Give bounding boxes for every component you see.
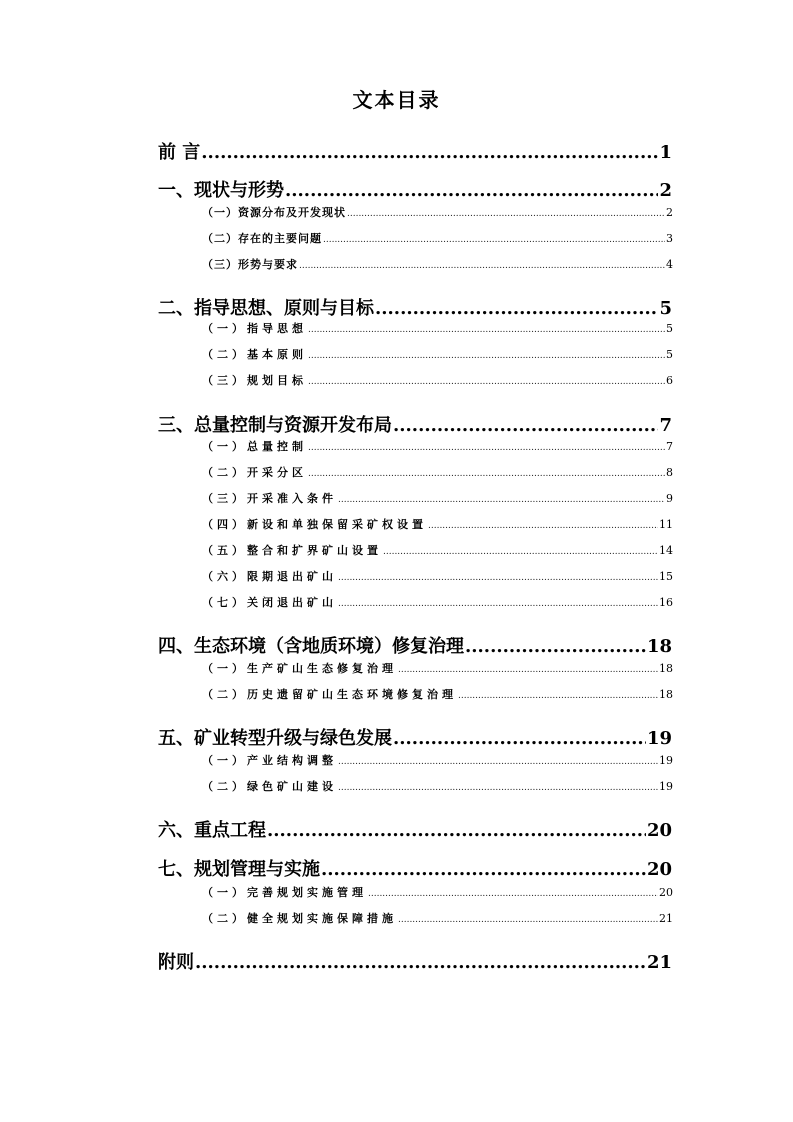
dot-leader [285, 180, 658, 201]
toc-entry-page: 7 [659, 415, 672, 436]
dot-leader [299, 261, 665, 271]
toc-entry[interactable] [202, 490, 673, 506]
dot-leader [338, 495, 665, 505]
toc-entry-page: 8 [666, 466, 673, 479]
dot-leader [308, 377, 665, 387]
dot-leader [428, 521, 658, 531]
dot-leader [393, 728, 646, 749]
dot-leader [308, 443, 665, 453]
toc-entry-label: 六、重点工程 [158, 820, 266, 841]
dot-leader [338, 757, 658, 767]
toc-entry-page: 15 [659, 570, 673, 583]
toc-entry-page: 9 [666, 492, 673, 505]
toc-entry[interactable] [158, 724, 672, 750]
toc-entry[interactable] [202, 438, 673, 454]
dot-leader [458, 691, 658, 701]
toc-entry[interactable] [202, 204, 673, 220]
dot-leader [465, 636, 646, 657]
toc-entry[interactable] [202, 230, 673, 246]
toc-entry-label: （五）整合和扩界矿山设置 [202, 544, 382, 557]
toc-entry-label: （六）限期退出矿山 [202, 570, 337, 583]
toc-entry[interactable] [202, 542, 673, 558]
toc-entry-label: （二）开采分区 [202, 466, 307, 479]
toc-entry-page: 5 [659, 298, 672, 319]
toc-entry-label: （二）绿色矿山建设 [202, 780, 337, 793]
toc-entry-label: 二、指导思想、原则与目标 [158, 298, 374, 319]
toc-entry-page: 20 [646, 820, 672, 841]
toc-entry-label: （二）历史遗留矿山生态环境修复治理 [202, 688, 457, 701]
toc-entry-page: 5 [666, 322, 673, 335]
toc-entry-label: （二）健全规划实施保障措施 [202, 912, 397, 925]
toc-entry[interactable] [202, 686, 673, 702]
toc-entry-page: 21 [646, 952, 672, 973]
toc-entry-page: 19 [646, 728, 672, 749]
toc-entry-page: 2 [666, 206, 673, 219]
toc-entry[interactable] [158, 176, 672, 202]
toc-entry-page: 20 [659, 886, 673, 899]
dot-leader [375, 298, 658, 319]
toc-entry[interactable] [202, 372, 673, 388]
toc-entry[interactable] [202, 464, 673, 480]
toc-entry-page: 18 [646, 636, 672, 657]
toc-entry-label: （一）指导思想 [202, 322, 307, 335]
toc-entry-page: 11 [659, 518, 673, 531]
toc-entry-label: （三）规划目标 [202, 374, 307, 387]
toc-entry[interactable] [158, 948, 672, 974]
toc-entry-label: （一）产业结构调整 [202, 754, 337, 767]
toc-entry[interactable] [158, 138, 672, 164]
toc-entry-page: 16 [659, 596, 673, 609]
dot-leader [308, 351, 665, 361]
dot-leader [393, 415, 658, 436]
toc-entry[interactable] [158, 816, 672, 842]
toc-entry[interactable] [202, 346, 673, 362]
toc-entry-label: 七、规划管理与实施 [158, 859, 320, 880]
toc-entry-page: 6 [666, 374, 673, 387]
toc-entry-label: （四）新设和单独保留采矿权设置 [202, 518, 427, 531]
toc-entry-label: 四、生态环境（含地质环境）修复治理 [158, 636, 464, 657]
page-title: 文本目录 [352, 88, 441, 112]
toc-entry-label: （一）完善规划实施管理 [202, 886, 367, 899]
dot-leader [368, 889, 658, 899]
toc-entry[interactable] [158, 632, 672, 658]
toc-entry-label: （三）形势与要求 [202, 258, 298, 271]
dot-leader [195, 952, 646, 973]
toc-entry-label: （二）基本原则 [202, 348, 307, 361]
toc-entry-page: 2 [659, 180, 672, 201]
dot-leader [201, 142, 658, 163]
toc-entry[interactable] [202, 752, 673, 768]
dot-leader [323, 235, 665, 245]
toc-entry[interactable] [202, 320, 673, 336]
toc-entry[interactable] [158, 855, 672, 881]
toc-entry-page: 19 [659, 754, 673, 767]
toc-entry-page: 5 [666, 348, 673, 361]
toc-entry-label: 三、总量控制与资源开发布局 [158, 415, 392, 436]
toc-entry[interactable] [202, 884, 673, 900]
dot-leader [308, 469, 665, 479]
toc-entry-label: （七）关闭退出矿山 [202, 596, 337, 609]
dot-leader [398, 665, 658, 675]
toc-entry[interactable] [202, 778, 673, 794]
toc-entry-page: 7 [666, 440, 673, 453]
toc-entry-label: 一、现状与形势 [158, 180, 284, 201]
toc-entry-page: 21 [659, 912, 673, 925]
toc-entry-page: 3 [666, 232, 673, 245]
toc-entry-page: 20 [646, 859, 672, 880]
toc-entry[interactable] [202, 594, 673, 610]
toc-entry[interactable] [202, 660, 673, 676]
dot-leader [267, 820, 646, 841]
toc-entry-page: 14 [659, 544, 673, 557]
toc-entry-label: （三）开采准入条件 [202, 492, 337, 505]
toc-entry[interactable] [202, 256, 673, 272]
toc-entry-label: 附则 [158, 952, 194, 973]
toc-entry-label: （一）总量控制 [202, 440, 307, 453]
toc-entry-label: （一）生产矿山生态修复治理 [202, 662, 397, 675]
toc-entry-page: 19 [659, 780, 673, 793]
toc-entry[interactable] [202, 568, 673, 584]
toc-entry-label: （二）存在的主要问题 [202, 232, 322, 245]
dot-leader [347, 209, 665, 219]
dot-leader [321, 859, 646, 880]
dot-leader [338, 599, 658, 609]
toc-entry[interactable] [202, 910, 673, 926]
dot-leader [383, 547, 658, 557]
toc-entry-label: 五、矿业转型升级与绿色发展 [158, 728, 392, 749]
toc-entry-page: 4 [666, 258, 673, 271]
toc-entry[interactable] [158, 294, 672, 320]
toc-entry-page: 18 [659, 688, 673, 701]
toc-entry-page: 1 [659, 142, 672, 163]
toc-entry-label: 前 言 [158, 142, 201, 163]
dot-leader [338, 783, 658, 793]
toc-entry-page: 18 [659, 662, 673, 675]
dot-leader [398, 915, 658, 925]
dot-leader [338, 573, 658, 583]
dot-leader [308, 325, 665, 335]
toc-entry[interactable] [202, 516, 673, 532]
toc-entry[interactable] [158, 411, 672, 437]
toc-entry-label: （一）资源分布及开发现状 [202, 206, 346, 219]
